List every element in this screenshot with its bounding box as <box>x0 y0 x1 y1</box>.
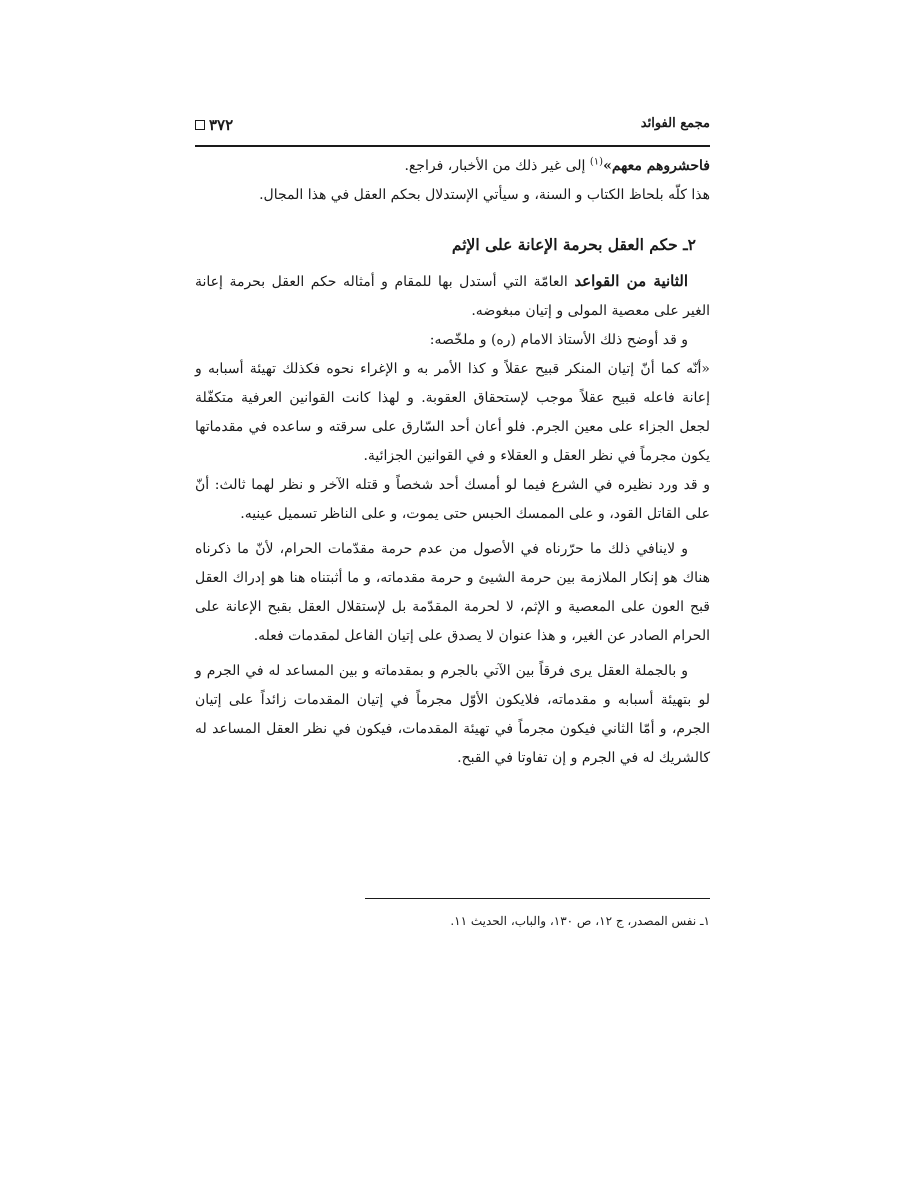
page-number: ٣٧٢ <box>209 116 234 134</box>
quote-paragraph: «أنّه كما أنّ إتيان المنكر قبيح عقلاً و كذا الأمر به و الإغراء نحوه فكذلك تهيئة أسبابه و إعانة فاعله قبيح عقلاً موجب لإستحقاق العقوبة. و لهذا كانت القوانين العرفية متكفّلة لجعل الجزاء على معين الجرم. فلو أعان أحد السّارق على سرقته و ساعده في مقدماتها يكون مجرماً في نظر العقل و العقلاء و في القوانين الجزائية. <box>195 361 710 464</box>
running-title: مجمع الفوائد <box>640 116 710 131</box>
body-line-text: إلى غير ذلك من الأخبار، فراجع. <box>404 158 590 174</box>
section-heading: ٢ـ حكم العقل بحرمة الإعانة على الإثم <box>451 235 696 254</box>
footnote: ١ـ نفس المصدر، ج ١٢، ص ١٣٠، والباب، الحديث ١١. <box>450 914 710 928</box>
paragraph: و قد أوضح ذلك الأستاذ الامام (ره) و ملخّصه: <box>429 332 688 348</box>
body-line <box>195 152 710 181</box>
page-number-block <box>195 116 233 134</box>
footnote-reference[interactable]: (١) <box>589 156 604 168</box>
quote-end-bold: فاحشروهم معهم» <box>603 158 710 174</box>
body-text <box>195 152 710 773</box>
body-line: هذا كلّه بلحاظ الكتاب و السنة، و سيأتي الإستدلال بحكم العقل في هذا المجال. <box>259 187 710 203</box>
quote-paragraph: و قد ورد نظيره في الشرع فيما لو أمسك أحد شخصاً و قتله الآخر و نظر لهما ثالث: أنّ على القاتل القود، و على الممسك الحبس حتى يموت، و على الناظر تسميل عينيه. <box>195 477 710 522</box>
paragraph-lead-bold: الثانية من القواعد <box>574 272 689 290</box>
header-divider <box>195 145 710 147</box>
paragraph: و لاينافي ذلك ما حرّرناه في الأصول من عدم حرمة مقدّمات الحرام، لأنّ ما ذكرناه هناك هو إنكار الملازمة بين حرمة الشيئ و حرمة مقدماته، و ما أثبتناه هنا هو إدراك العقل قبح العون على المعصية و الإثم، لا لحرمة المقدّمة بل لإستقلال العقل بقبح الإعانة على الحرام الصادر عن الغير، و هذا عنوان لا يصدق على إتيان الفاعل لمقدمات فعله. <box>195 541 710 644</box>
footnote-divider <box>365 898 710 899</box>
page-header <box>195 110 710 140</box>
paragraph-text: العامّة التي أستدل بها للمقام و أمثاله حكم العقل بحرمة إعانة الغير على معصية المولى و إتيان مبغوضه. <box>195 274 710 319</box>
paragraph <box>195 267 710 326</box>
square-bullet-icon <box>195 120 205 130</box>
paragraph: و بالجملة العقل يرى فرقاً بين الآتي بالجرم و بمقدماته و بين المساعد له في الجرم و لو بتهيئة أسبابه و مقدماته، فلايكون الأوّل مجرماً في إتيان المقدمات زائداً على إتيان الجرم، و أمّا الثاني فيكون مجرماً في تهيئة المقدمات، فيكون في نظر العقل المساعد له كالشريك له في الجرم و إن تفاوتا في القبح. <box>195 663 710 766</box>
